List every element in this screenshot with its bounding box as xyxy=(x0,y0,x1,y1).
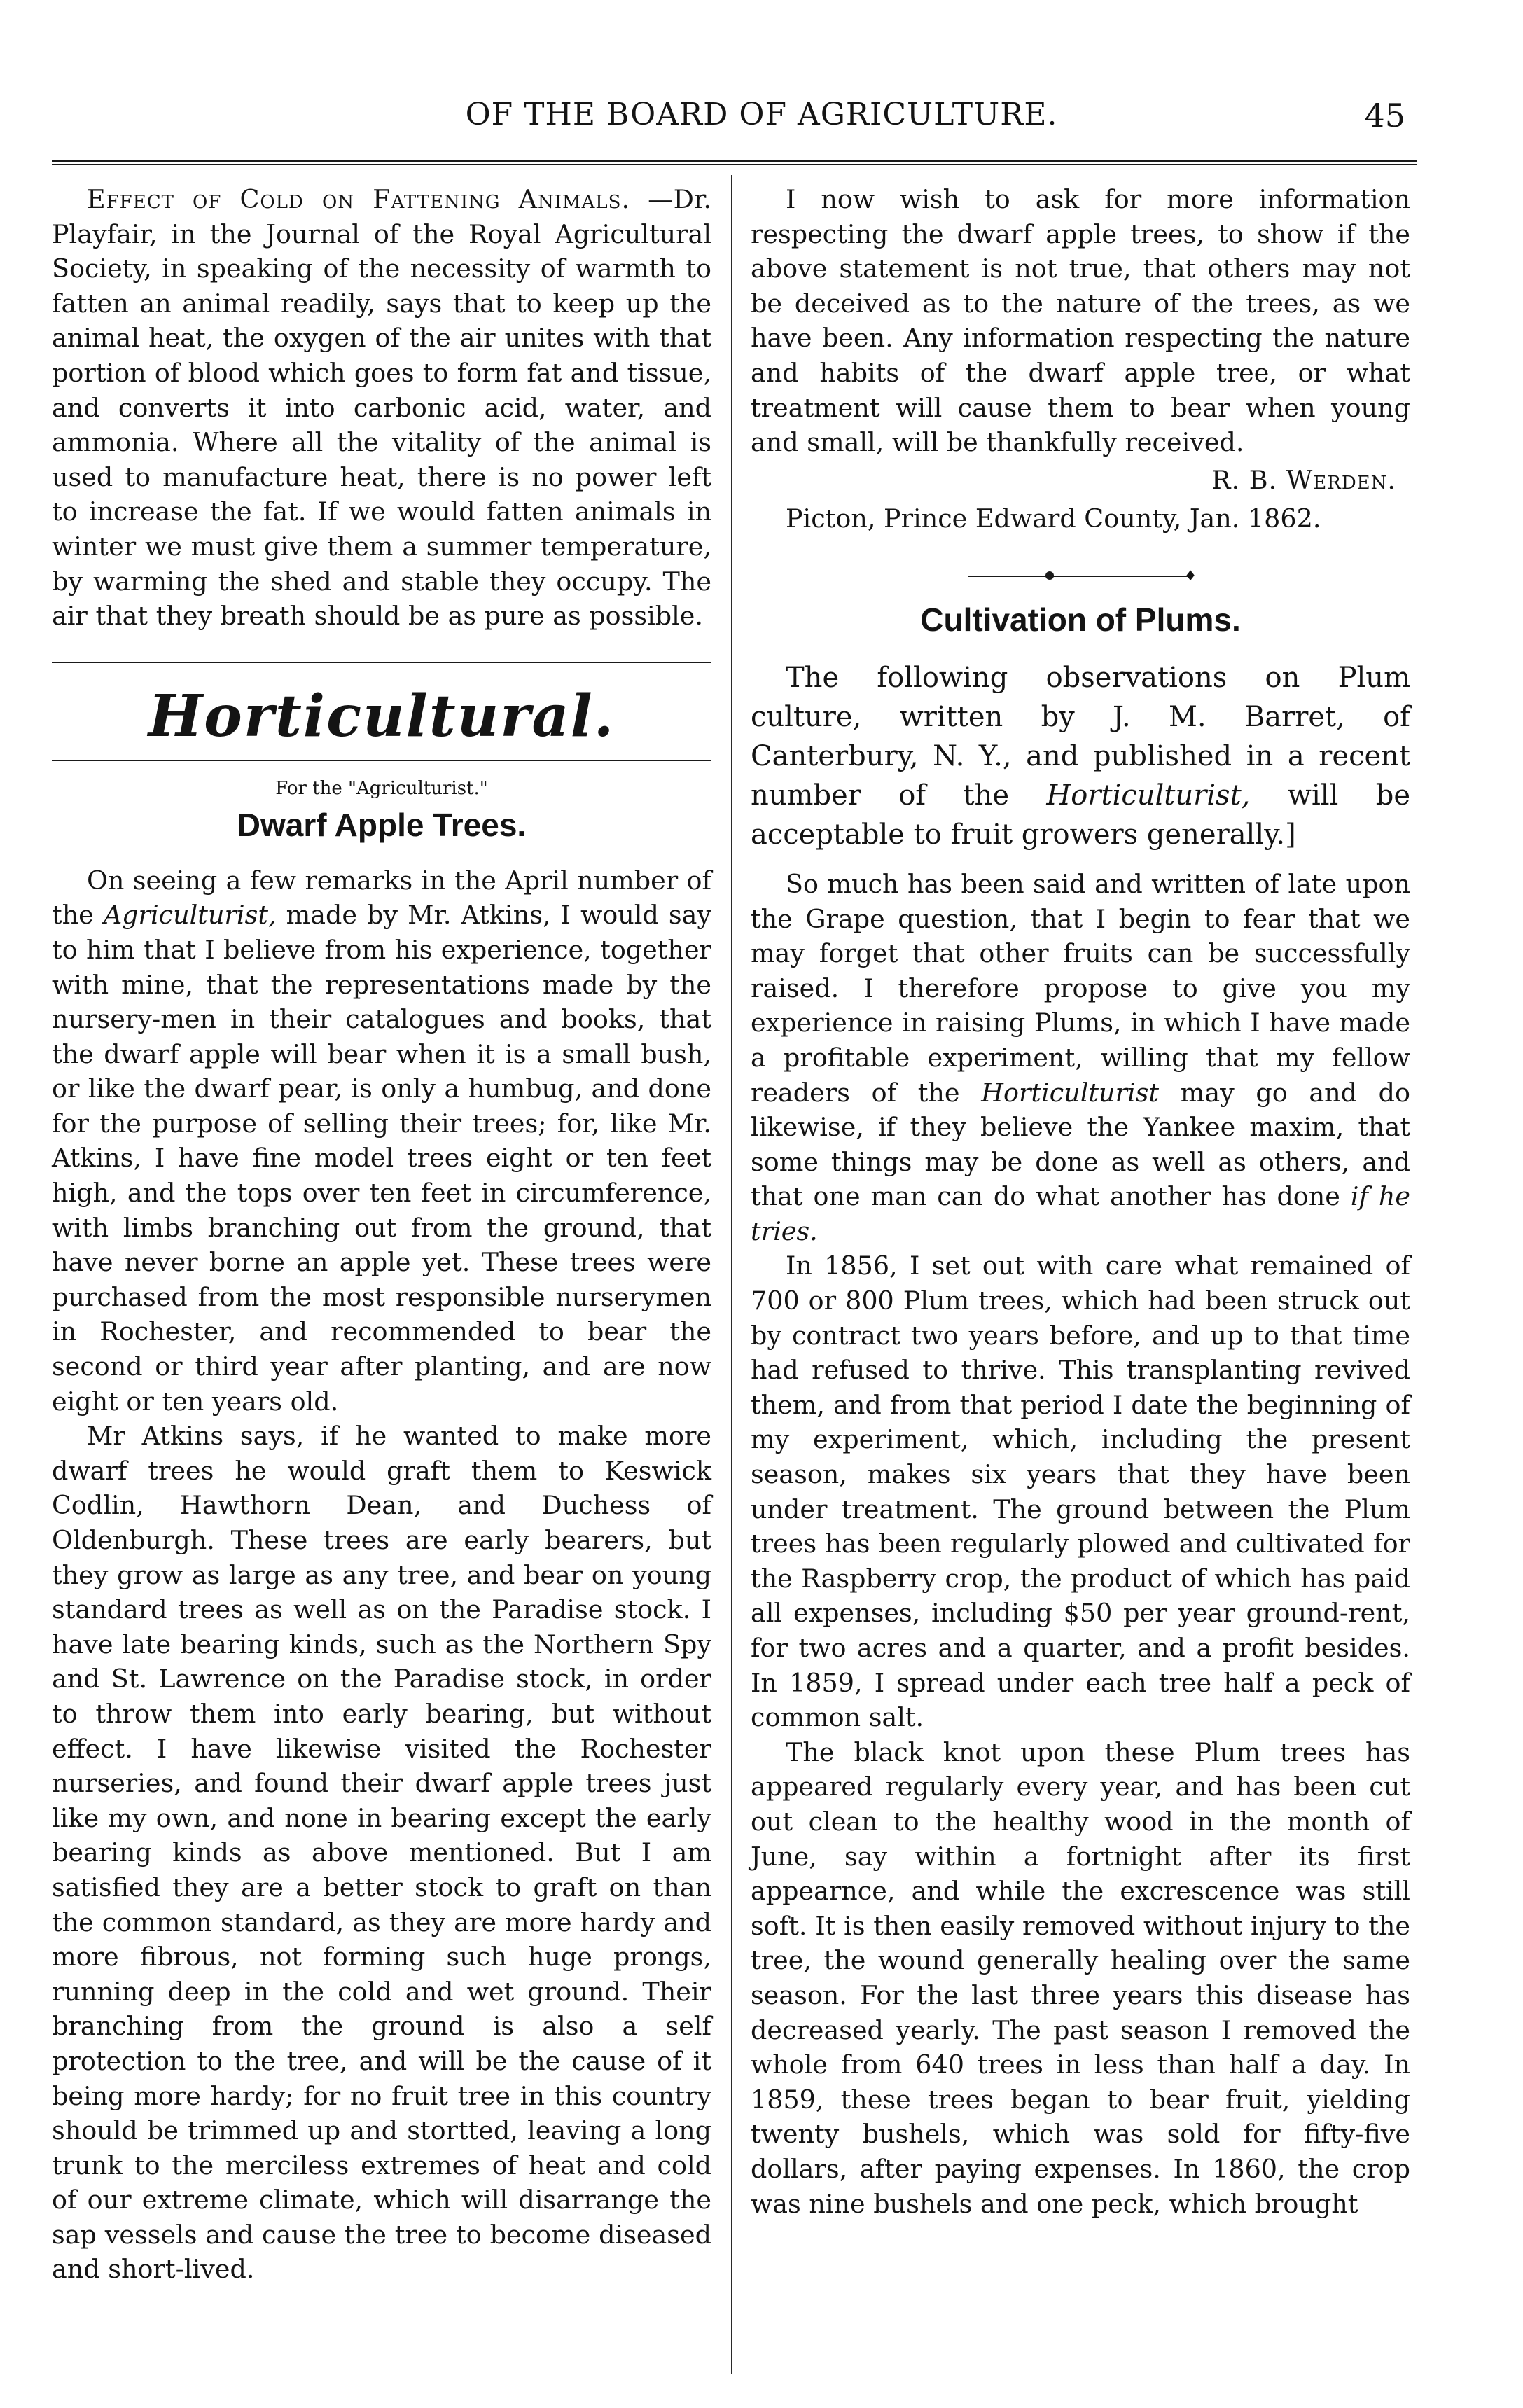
running-head xyxy=(0,91,1523,147)
ornamental-divider: ♦ xyxy=(968,573,1192,580)
running-title: OF THE BOARD OF AGRICULTURE. xyxy=(465,97,1058,132)
section-rule-bottom xyxy=(52,760,711,761)
dwarf-apple-title: Dwarf Apple Trees. xyxy=(237,806,527,843)
header-rule xyxy=(52,160,1417,165)
cold-article-lead: Effect of Cold on Fattening Animals. xyxy=(87,184,631,214)
dwarf-para1-text-b: made by Mr. Atkins, I would say to him that I believe from his experience, together with mine, that the representations made by the nursery-men in their catalogues and books, that the dwarf apple will bear when it is a small bush, or like the dwarf pear, is only a humbug, and done for the purpose of selling their trees; for, like Mr. Atkins, I have fine model trees eight or ten feet high, and the tops over ten feet in circumference, with limbs branching out from the ground, that have never borne an apple yet. These trees were purchased from the most responsible nurserymen in Rochester, and recommended to bear the second or third year after planting, and are now eight or ten years old. xyxy=(52,900,711,1417)
section-rule-top xyxy=(52,662,711,663)
plums-paragraph-1 xyxy=(751,867,1410,1249)
cold-article-paragraph xyxy=(52,182,711,634)
plums-intro xyxy=(751,658,1410,854)
left-column xyxy=(52,182,711,2287)
publication-name: Agriculturist, xyxy=(103,900,277,931)
right-column xyxy=(751,182,1410,2221)
column-divider xyxy=(731,175,732,2374)
plums-emphasis: if he tries. xyxy=(751,1181,1410,1246)
plums-para1-text-a: So much has been said and written of late upon the Grape question, that I begin to fear that we may forget that other fruits can be successfully raised. I therefore propose to give you my experience in raising Plums, in which I have made a profitable experiment, willing that my fellow readers of the xyxy=(751,868,1410,1108)
plums-publication-name: Horticulturist xyxy=(981,1077,1160,1108)
plums-para1-text-b: may go and do likewise, if they believe the Yankee maxim, that some things may be done as well as others, and that one man can do what another has done xyxy=(751,1077,1410,1212)
dateline: Picton, Prince Edward County, Jan. 1862. xyxy=(786,503,1321,534)
dwarf-apple-continued: I now wish to ask for more information respecting the dwarf apple trees, to show if the above statement is not true, that others may not be deceived as to the nature of the trees, as we have been. Any information respecting the nature and habits of the dwarf apple tree, or what treatment will cause them to bear when young and small, will be thankfully received. xyxy=(751,184,1410,458)
page-number: 45 xyxy=(1364,97,1405,134)
department-title: Horticultural. xyxy=(148,682,616,750)
dwarf-apple-paragraph-1 xyxy=(52,863,711,1419)
author-signature: R. B. Werden. xyxy=(1211,464,1396,495)
plums-paragraph-2: In 1856, I set out with care what remained of 700 or 800 Plum trees, which had been struck out by contract two years before, and up to that time had refused to thrive. This transplanting revived them, and from that period I date the beginning of my experiment, which, including the present season, makes six years that they have been under treatment. The ground between the Plum trees has been regularly plowed and cultivated for the Raspberry crop, the product of which has paid all expenses, including $50 per year ground-rent, for two acres and a quarter, and a profit besides. In 1859, I spread under each tree half a peck of common salt. xyxy=(751,1251,1410,1733)
plums-paragraph-3: The black knot upon these Plum trees has appeared regularly every year, and has been cut out clean to the healthy wood in the month of June, say within a fortnight after its first appearnce, and while the excrescence was still soft. It is then easily removed without injury to the tree, the wound generally healing over the same season. For the last three years this disease has decreased yearly. The past season I removed the whole from 640 trees in less than half a day. In 1859, these trees began to bear fruit, yielding twenty bushels, which was sold for fifty-five dollars, after paying expenses. In 1860, the crop was nine bushels and one peck, which brought xyxy=(751,1737,1410,2219)
plums-title: Cultivation of Plums. xyxy=(920,601,1241,638)
dwarf-apple-paragraph-2: Mr Atkins says, if he wanted to make more dwarf trees he would graft them to Keswick Codlin, Hawthorn Dean, and Duchess of Oldenburgh. These trees are early bearers, but they grow as large as any tree, and bear on young standard trees as well as on the Paradise stock. I have late bearing kinds, such as the Northern Spy and St. Lawrence on the Paradise stock, in order to throw them into early bearing, but without effect. I have likewise visited the Rochester nurseries, and found their dwarf apple trees just like my own, and none in bearing except the early bearing kinds as above mentioned. But I am satisfied they are a better stock to graft on than the common standard, as they are more hardy and more fibrous, not forming such huge prongs, running deep in the cold and wet ground. Their branching from the ground is also a self protection to the tree, and will be the cause of it being more hardy; for no fruit tree in this country should be trimmed up and stortted, leaving a long trunk to the merciless extremes of heat and cold of our extreme climate, which will disarrange the sap vessels and cause the tree to become diseased and short-lived. xyxy=(52,1421,711,2285)
intro-publication-name: Horticulturist, xyxy=(1046,779,1251,812)
dwarf-para1-text-a: On seeing a few remarks in the April number of the xyxy=(52,865,711,931)
cold-article-body: —Dr. Playfair, in the Journal of the Royal Agricultural Society, in speaking of the necessity of warmth to fatten an animal readily, says that to keep up the animal heat, the oxygen of the air unites with that portion of blood which goes to form fat and tissue, and converts it into carbonic acid, water, and ammonia. Where all the vitality of the animal is used to manufacture heat, there is no power left to increase the fat. If we would fatten animals in winter we must give them a summer temperature, by warming the shed and stable they occupy. The air that they breath should be as pure as possible. xyxy=(52,184,711,632)
plums-intro-text-b: will be acceptable to fruit growers generally.] xyxy=(751,779,1411,851)
article-kicker: For the "Agriculturist." xyxy=(275,777,488,799)
plums-intro-text-a: The following observations on Plum culture, written by J. M. Barret, of Canterbury, N. Y., and published in a recent number of the xyxy=(751,661,1410,812)
